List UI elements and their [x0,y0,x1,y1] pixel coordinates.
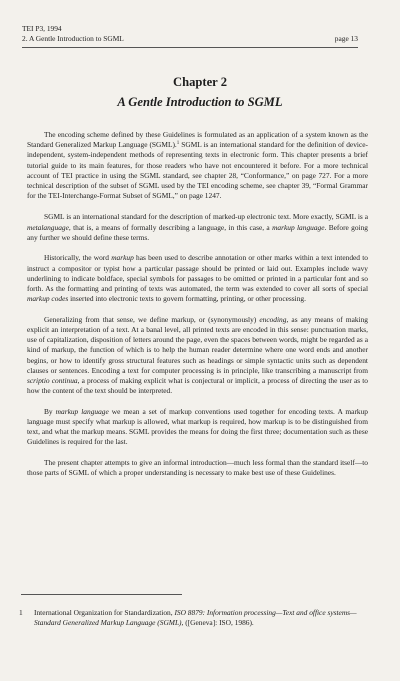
paragraph: By markup language we mean a set of markup conventions used together for encoding texts. A markup language must specify what markup is allowed, what markup is required, how markup is to be distinguished from text, and what the markup means. SGML provides the means for doing the first three; documentation such as these Guidelines is required for the last. [27,406,368,447]
emphasis: ISO 8879: Information processing—Text and office systems—Standard Generalized Markup Language (SGML) [34,608,357,628]
header-section: 2. A Gentle Introduction to SGML [22,33,124,43]
emphasis: scriptio continua [27,376,78,386]
emphasis: markup language [272,222,325,232]
footnote [19,608,382,628]
emphasis: markup [111,253,134,263]
footnote-rule [21,594,182,595]
paragraph: Generalizing from that sense, we define markup, or (synonymously) encoding, as any means of making explicit an interpretation of a text. At a banal level, all printed texts are encoded in this sense: punctuation marks, use of capitalization, disposition of letters around the page, even the spaces between words, might be regarded as a kind of markup, the function of which is to help the human reader determine where one word ends and another begins, or how to identify gross structural features such as headings or simple syntactic units such as dependent clauses or sentences. Encoding a text for computer processing is in principle, like transcribing a manuscript from scriptio continua, a process of making explicit what is conjectural or implicit, a process of directing the user as to how the content of the text should be interpreted. [27,314,369,396]
footnote-text: International Organization for Standardization, ISO 8879: Information processing—Text and office systems—Standard Generalized Markup Language (SGML), ([Geneva]: ISO, 1986). [34,608,357,628]
emphasis: markup language [55,406,109,416]
running-header [22,24,358,43]
body-text [27,130,368,489]
emphasis: encoding [259,314,287,324]
chapter-title: A Gentle Introduction to SGML [117,95,283,109]
emphasis: markup codes [27,294,69,304]
chapter-number: Chapter 2 [173,75,227,89]
footnote-mark: 1 [19,608,23,617]
header-page-number: page 13 [334,33,358,43]
footnote-reference[interactable]: 1 [176,141,180,147]
paragraph: The encoding scheme defined by these Guidelines is formulated as an application of a system known as the Standard Generalized Markup Language (SGML).$^1$ SGML is an international standard for the definition of device-independent, system-independent methods of representing texts in electronic form. This chapter presents a brief tutorial guide to its main features, for those readers who have not encountered it before. For a more technical account of TEI practice in using the SGML standard, see chapter 28, “Conformance,” on page 727. For a more technical description of the subset of SGML used by the TEI encoding scheme, see chapter 39, “Formal Grammar for the TEI-Interchange-Format Subset of SGML,” on page 1247. [27,130,368,201]
paragraph: The present chapter attempts to give an informal introduction—much less formal than the standard itself—to those parts of SGML of which a proper understanding is necessary to make best use of these Guidelines. [27,458,368,478]
header-rule [22,47,358,48]
emphasis: metalanguage [27,222,69,232]
paragraph: SGML is an international standard for the description of marked-up electronic text. More exactly, SGML is a metalanguage, that is, a means of formally describing a language, in this case, a markup language. Before going any further we should define these terms. [27,212,368,242]
paragraph: Historically, the word markup has been used to describe annotation or other marks within a text intended to instruct a compositor or typist how a particular passage should be printed or laid out. Examples include wavy underlining to indicate boldface, special symbols for passages to be omitted or printed in a particular font and so forth. As the formatting and printing of texts was automated, the term was extended to cover all sorts of special markup codes inserted into electronic texts to govern formatting, printing, or other processing. [27,253,368,304]
header-series: TEI P3, 1994 [22,24,62,33]
